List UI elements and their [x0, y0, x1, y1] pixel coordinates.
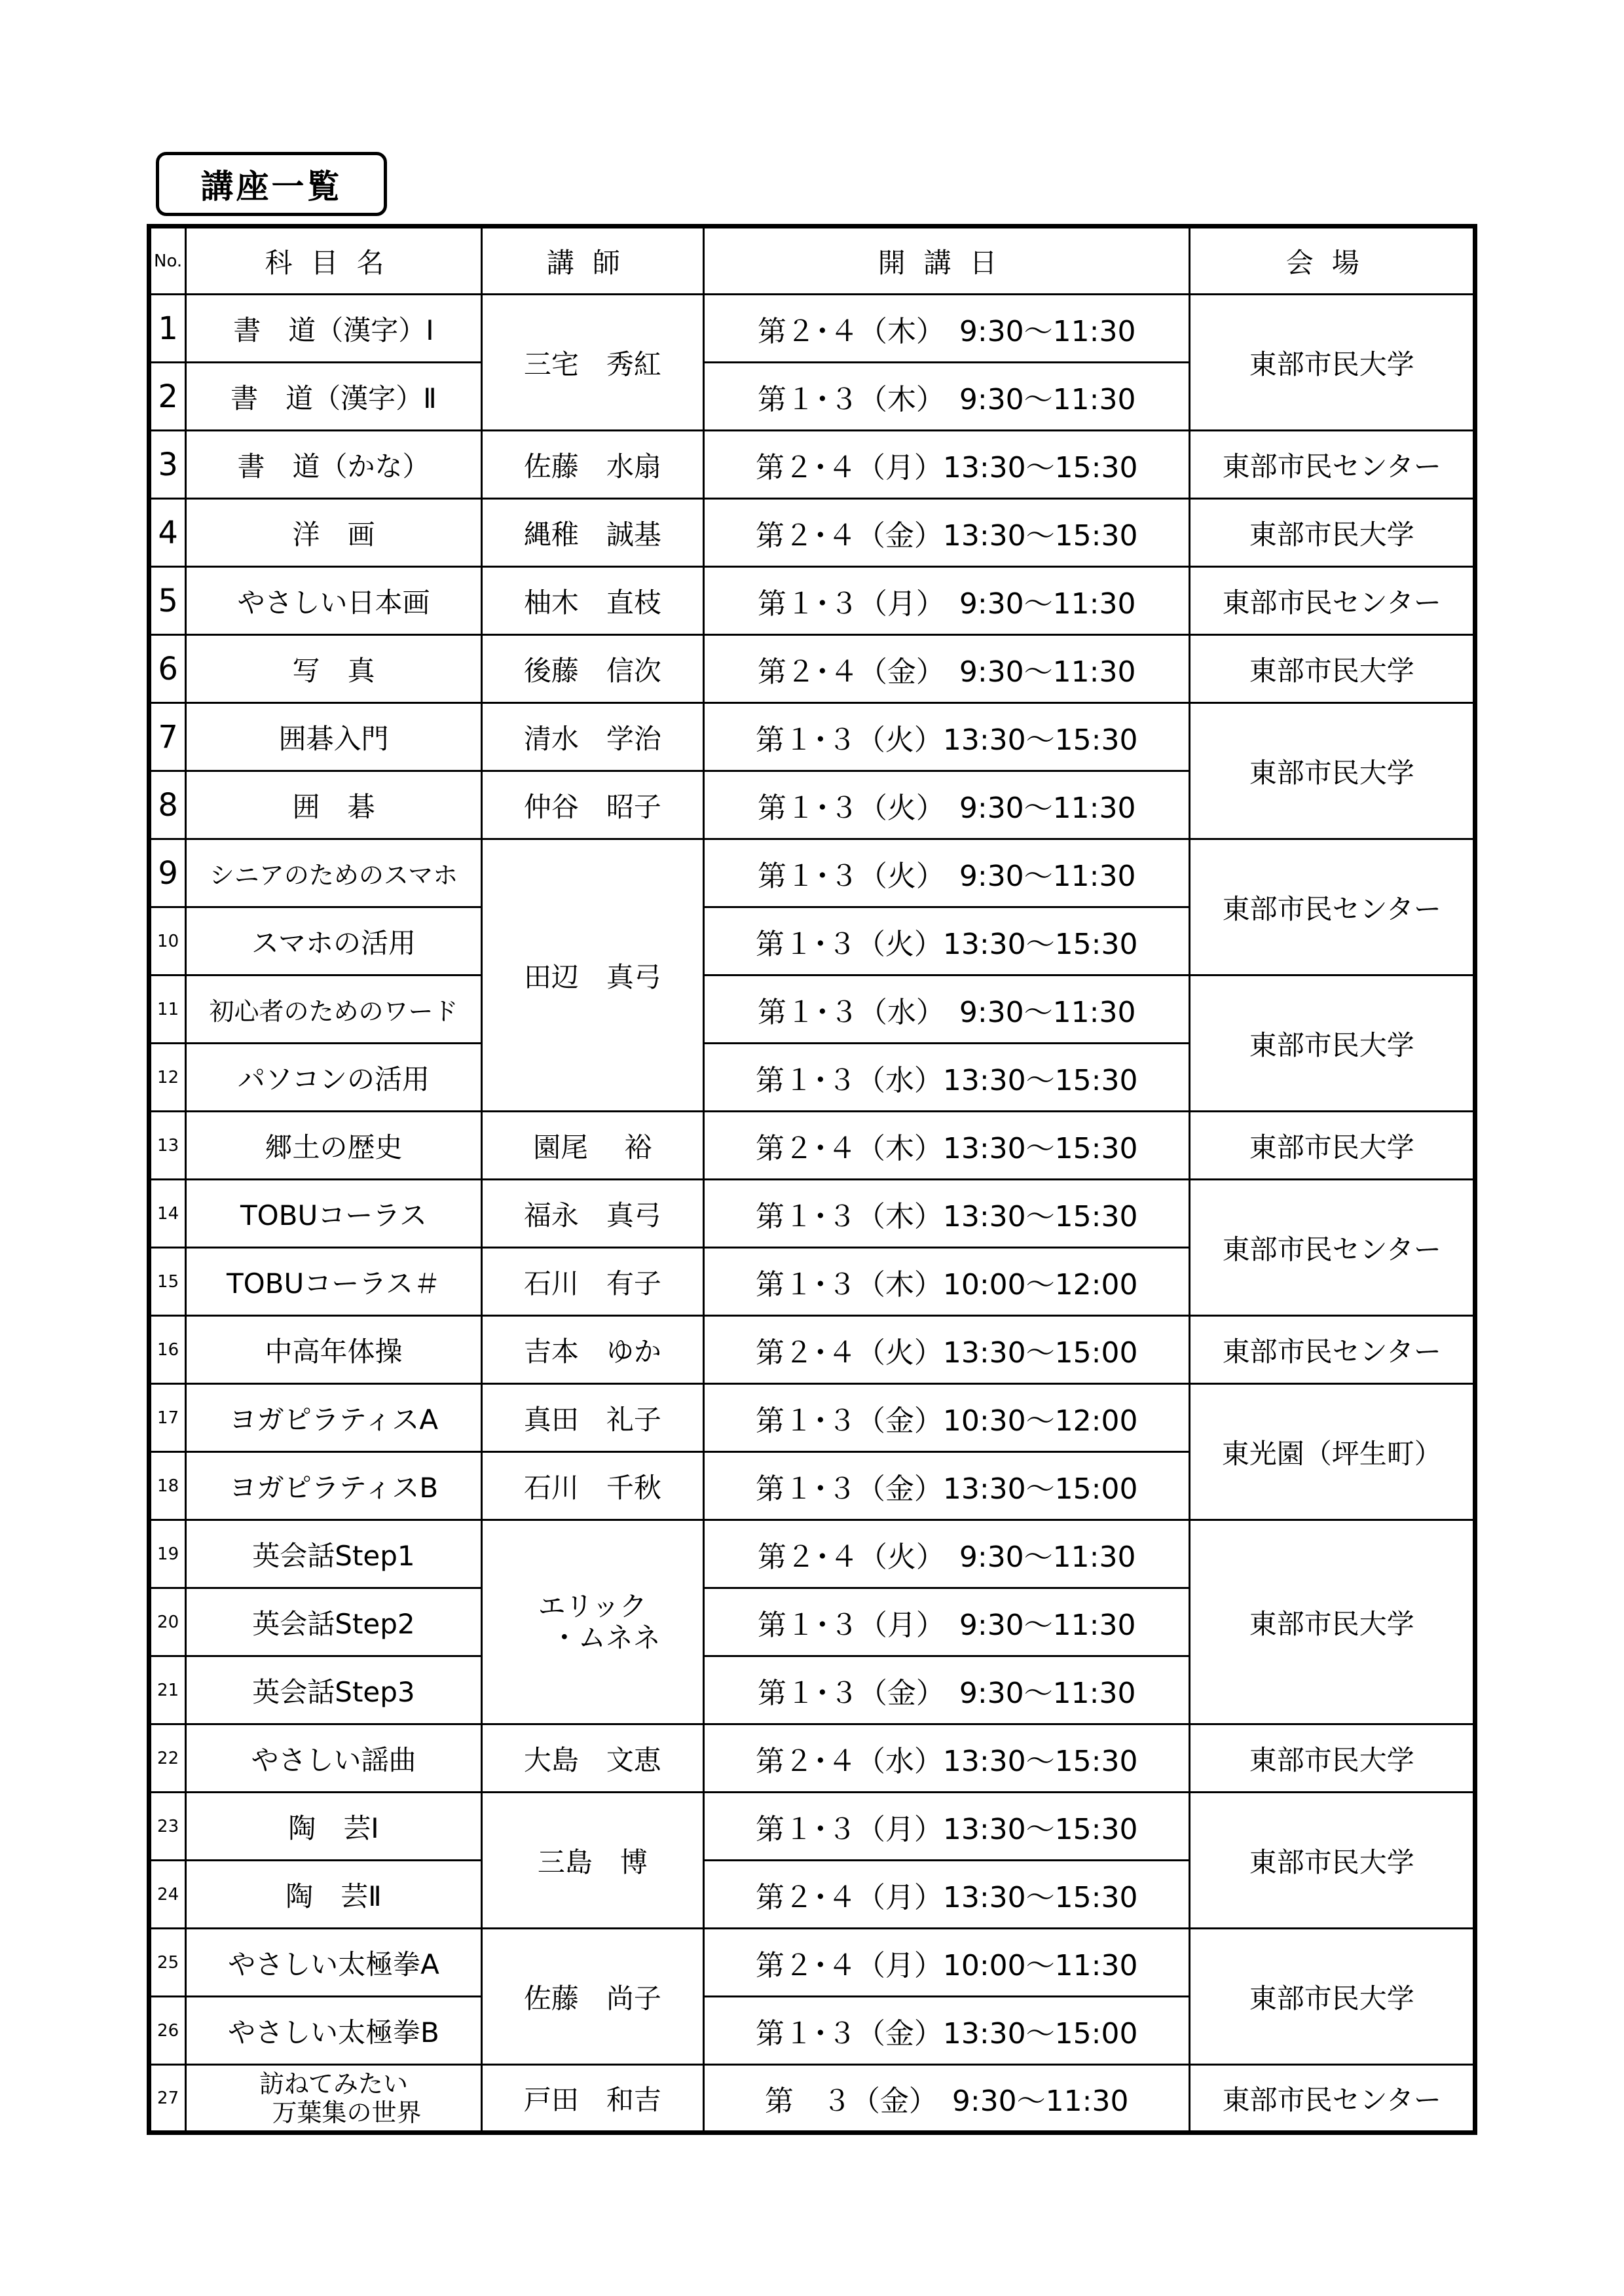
course-no: 20: [149, 1588, 186, 1656]
course-date: 第１･３（火）13:30～15:30: [703, 907, 1190, 975]
course-venue: 東部市民大学: [1190, 975, 1475, 1112]
course-subject: 英会話Step2: [186, 1588, 482, 1656]
course-subject: 書 道（かな）: [186, 431, 482, 499]
course-subject: 書 道（漢字）Ⅰ: [186, 295, 482, 363]
course-date: 第２･４（木） 9:30～11:30: [703, 295, 1190, 363]
course-date: 第１･３（金）10:30～12:00: [703, 1384, 1190, 1452]
course-no: 4: [149, 499, 186, 567]
teacher-line: ・ムネネ: [550, 1621, 661, 1654]
course-date: 第１･３（火）13:30～15:30: [703, 703, 1190, 771]
table-row: [149, 1929, 1475, 1997]
course-subject: 書 道（漢字）Ⅱ: [186, 363, 482, 431]
table-row: [149, 1724, 1475, 1793]
course-subject: 写 真: [186, 635, 482, 703]
page-title: 講座一覧: [156, 152, 387, 216]
course-venue: 東部市民大学: [1190, 1793, 1475, 1929]
course-no: 27: [149, 2065, 186, 2133]
course-venue: 東部市民大学: [1190, 1724, 1475, 1793]
course-date: 第２･４（月）13:30～15:30: [703, 431, 1190, 499]
table-row: [149, 975, 1475, 1044]
course-subject: [186, 2065, 482, 2133]
course-date: 第２･４（月）10:00～11:30: [703, 1929, 1190, 1997]
table-row: [149, 1180, 1475, 1248]
course-no: 23: [149, 1793, 186, 1861]
course-teacher: 三宅 秀紅: [481, 295, 703, 431]
course-teacher: 福永 真弓: [481, 1180, 703, 1248]
course-date: 第２･４（金） 9:30～11:30: [703, 635, 1190, 703]
course-no: 8: [149, 771, 186, 839]
course-teacher: 真田 礼子: [481, 1384, 703, 1452]
course-teacher: 後藤 信次: [481, 635, 703, 703]
course-date: 第１･３（火） 9:30～11:30: [703, 839, 1190, 907]
teacher-line: エリック: [538, 1590, 647, 1622]
course-venue: 東部市民大学: [1190, 1520, 1475, 1724]
course-subject: TOBUコーラス＃: [186, 1248, 482, 1316]
course-no: 21: [149, 1656, 186, 1724]
course-no: 14: [149, 1180, 186, 1248]
course-teacher: 佐藤 尚子: [481, 1929, 703, 2065]
course-venue: 東部市民センター: [1190, 1180, 1475, 1316]
table-header-row: [149, 227, 1475, 295]
course-no: 9: [149, 839, 186, 907]
course-subject: ヨガピラティスB: [186, 1452, 482, 1520]
course-no: 12: [149, 1044, 186, 1112]
table-row: [149, 499, 1475, 567]
course-no: 7: [149, 703, 186, 771]
course-date: 第２･４（水）13:30～15:30: [703, 1724, 1190, 1793]
course-venue: 東部市民大学: [1190, 295, 1475, 431]
course-table: [147, 224, 1477, 2135]
course-teacher: [481, 1520, 703, 1724]
course-date: 第２･４（火）13:30～15:00: [703, 1316, 1190, 1384]
course-date: 第１･３（水） 9:30～11:30: [703, 975, 1190, 1044]
course-no: 24: [149, 1861, 186, 1929]
header-no: No.: [149, 227, 186, 295]
course-no: 2: [149, 363, 186, 431]
course-subject: やさしい日本画: [186, 567, 482, 635]
course-subject: パソコンの活用: [186, 1044, 482, 1112]
course-subject: 囲 碁: [186, 771, 482, 839]
table-row: [149, 1793, 1475, 1861]
course-no: 25: [149, 1929, 186, 1997]
course-teacher: 戸田 和吉: [481, 2065, 703, 2133]
course-date: 第２･４（木）13:30～15:30: [703, 1112, 1190, 1180]
subject-line: 訪ねてみたい: [259, 2069, 408, 2098]
course-date: 第１･３（月） 9:30～11:30: [703, 1588, 1190, 1656]
course-subject: ヨガピラティスA: [186, 1384, 482, 1452]
course-subject: 英会話Step1: [186, 1520, 482, 1588]
course-subject: 初心者のためのワード: [186, 975, 482, 1044]
course-date: 第１･３（月）13:30～15:30: [703, 1793, 1190, 1861]
course-venue: 東部市民大学: [1190, 499, 1475, 567]
course-date: 第１･３（月） 9:30～11:30: [703, 567, 1190, 635]
table-row: [149, 635, 1475, 703]
course-subject: 陶 芸Ⅱ: [186, 1861, 482, 1929]
course-no: 26: [149, 1997, 186, 2065]
course-teacher: 石川 有子: [481, 1248, 703, 1316]
course-venue: 東部市民大学: [1190, 1929, 1475, 2065]
course-subject: やさしい謡曲: [186, 1724, 482, 1793]
table-row: [149, 431, 1475, 499]
course-teacher: 清水 学治: [481, 703, 703, 771]
course-subject: 英会話Step3: [186, 1656, 482, 1724]
header-teacher: 講師: [481, 227, 703, 295]
header-date: 開講日: [703, 227, 1190, 295]
course-date: 第２･４（月）13:30～15:30: [703, 1861, 1190, 1929]
course-venue: 東部市民センター: [1190, 1316, 1475, 1384]
course-no: 5: [149, 567, 186, 635]
course-no: 17: [149, 1384, 186, 1452]
header-subject: 科目名: [186, 227, 482, 295]
course-no: 3: [149, 431, 186, 499]
course-subject: シニアのためのスマホ: [186, 839, 482, 907]
course-date: 第１･３（金） 9:30～11:30: [703, 1656, 1190, 1724]
course-date: 第２･４（火） 9:30～11:30: [703, 1520, 1190, 1588]
course-subject: やさしい太極拳B: [186, 1997, 482, 2065]
course-no: 18: [149, 1452, 186, 1520]
course-teacher: 仲谷 昭子: [481, 771, 703, 839]
course-no: 22: [149, 1724, 186, 1793]
table-row: [149, 1112, 1475, 1180]
header-venue: 会場: [1190, 227, 1475, 295]
course-teacher: 大島 文恵: [481, 1724, 703, 1793]
course-subject: 郷土の歴史: [186, 1112, 482, 1180]
course-teacher: 佐藤 水扇: [481, 431, 703, 499]
course-date: 第１･３（金）13:30～15:00: [703, 1997, 1190, 2065]
course-date: 第２･４（金）13:30～15:30: [703, 499, 1190, 567]
course-no: 11: [149, 975, 186, 1044]
course-subject: スマホの活用: [186, 907, 482, 975]
course-date: 第 ３（金） 9:30～11:30: [703, 2065, 1190, 2133]
course-date: 第１･３（金）13:30～15:00: [703, 1452, 1190, 1520]
course-date: 第１･３（木）10:00～12:00: [703, 1248, 1190, 1316]
course-no: 6: [149, 635, 186, 703]
course-venue: 東部市民大学: [1190, 635, 1475, 703]
table-row: [149, 1384, 1475, 1452]
course-venue: 東部市民センター: [1190, 567, 1475, 635]
table-row: [149, 839, 1475, 907]
table-row: [149, 2065, 1475, 2133]
course-teacher: 吉本 ゆか: [481, 1316, 703, 1384]
course-teacher: 田辺 真弓: [481, 839, 703, 1112]
table-row: [149, 567, 1475, 635]
course-subject: 洋 画: [186, 499, 482, 567]
subject-line: 万葉集の世界: [272, 2098, 422, 2127]
course-venue: 東部市民大学: [1190, 703, 1475, 839]
course-date: 第１･３（火） 9:30～11:30: [703, 771, 1190, 839]
course-teacher: 柚木 直枝: [481, 567, 703, 635]
course-no: 10: [149, 907, 186, 975]
course-teacher: 園尾 裕: [481, 1112, 703, 1180]
course-venue: 東光園（坪生町）: [1190, 1384, 1475, 1520]
course-teacher: 三島 博: [481, 1793, 703, 1929]
course-date: 第１･３（水）13:30～15:30: [703, 1044, 1190, 1112]
course-no: 1: [149, 295, 186, 363]
course-no: 15: [149, 1248, 186, 1316]
course-date: 第１･３（木） 9:30～11:30: [703, 363, 1190, 431]
course-venue: 東部市民センター: [1190, 839, 1475, 975]
table-row: [149, 703, 1475, 771]
course-no: 13: [149, 1112, 186, 1180]
course-venue: 東部市民センター: [1190, 431, 1475, 499]
table-row: [149, 1316, 1475, 1384]
course-subject: 陶 芸Ⅰ: [186, 1793, 482, 1861]
course-teacher: 縄稚 誠基: [481, 499, 703, 567]
course-subject: やさしい太極拳A: [186, 1929, 482, 1997]
course-subject: 中高年体操: [186, 1316, 482, 1384]
course-venue: 東部市民センター: [1190, 2065, 1475, 2133]
course-subject: TOBUコーラス: [186, 1180, 482, 1248]
table-row: [149, 1520, 1475, 1588]
table-row: [149, 295, 1475, 363]
course-date: 第１･３（木）13:30～15:30: [703, 1180, 1190, 1248]
course-teacher: 石川 千秋: [481, 1452, 703, 1520]
course-no: 16: [149, 1316, 186, 1384]
course-no: 19: [149, 1520, 186, 1588]
course-venue: 東部市民大学: [1190, 1112, 1475, 1180]
course-subject: 囲碁入門: [186, 703, 482, 771]
